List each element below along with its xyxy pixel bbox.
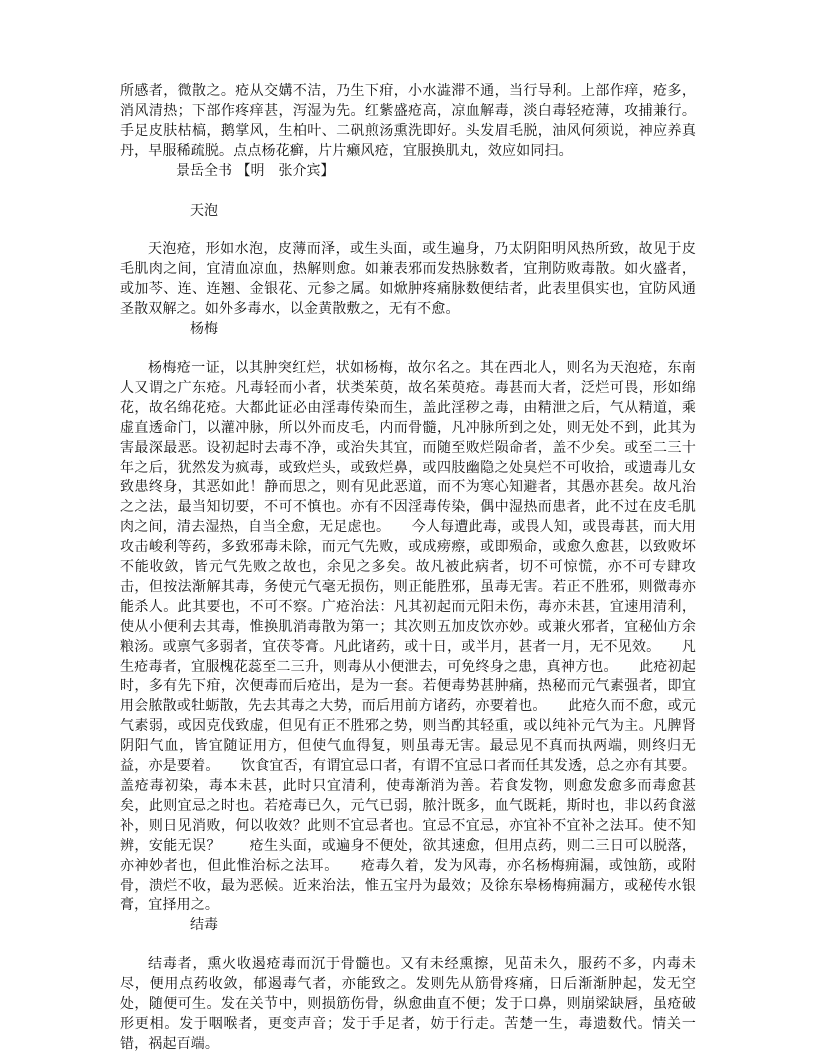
section-heading-yangmei: 杨梅 <box>190 321 218 338</box>
section-body-tianpao: 天泡疮，形如水泡，皮薄而泽，或生头面，或生遍身，乃太阴阳明风热所致，故见于皮毛肌肉之间，宜清血凉血，热解则愈。如兼表邪而发热脉数者，宜荆防败毒散。如火盛者，或加芩、连、连翘、金银花、元参之属。如焮肿疼痛脉数便结者，此表里俱实也，宜防风通圣散双解之。如外多毒水，以金黄散敷之，无有不愈。 <box>120 241 696 318</box>
section-body-yangmei: 杨梅疮一证，以其肿突红烂，状如杨梅，故尔名之。其在西北人，则名为天泡疮，东南人又谓之广东疮。凡毒轻而小者，状类茱萸，故名茱萸疮。毒甚而大者，泛烂可畏，形如绵花，故名绵花疮。大都此证必由淫毒传染而生，盖此淫秽之毒，由精泄之后，气从精道，乘虚直透命门，以灌冲脉，所以外而皮毛，内而骨髓，凡冲脉所到之处，则无处不到，此其为害最深最恶。设初起时去毒不净，或治失其宜，而随至败烂陨命者，盖不少矣。或至二三十年之后，犹然发为疯毒，或致烂头，或致烂鼻，或四肢幽隐之处臭烂不可收拾，或遗毒儿女致患终身，其恶如此！静而思之，则有见此恶道，而不为寒心知避者，其愚亦甚矣。故凡治之之法，最当知切要，不可不慎也。亦有不因淫毒传染，偶中湿热而患者，此不过在皮毛肌肉之间，清去湿热，自当全愈，无足虑也。 今人每遭此毒，或畏人知，或畏毒甚，而大用攻击峻利等药，多致邪毒未除，而元气先败，或成痨瘵，或即殒命，或愈久愈甚，以致败坏不能收敛，皆元气先败之故也，余见之多矣。故凡被此病者，切不可惊慌，亦不可专肆攻击，但按法渐解其毒，务使元气毫无损伤，则正能胜邪，虽毒无害。若正不胜邪，则微毒亦能杀人。此其要也，不可不察。广疮治法：凡其初起而元阳未伤，毒亦未甚，宜速用清利，使从小便利去其毒，惟换肌消毒散为第一；其次则五加皮饮亦妙。或兼火邪者，宜秘仙方余粮汤。或禀气多弱者，宜茯苓膏。凡此诸药，或十日，或半月，甚者一月，无不见效。 凡生疮毒者，宜服槐花蕊至二三升，则毒从小便泄去，可免终身之患，真神方也。 此疮初起时，多有先下疳，次便毒而后疮出，是为一套。若便毒势甚肿痛，热秘而元气素强者，即宜用会脓散或牡蛎散，先去其毒之大势，而后用前方诸药，亦要着也。 此疮久而不愈，或元气素弱，或因克伐致虚，但见有正不胜邪之势，则当酌其轻重，或以纯补元气为主。凡脾肾阴阳气血，皆宜随证用方，但使气血得复，则虽毒无害。最忌见不真而执两端，则终归无益，亦是要着。 饮食宜否，有谓宜忌口者，有谓不宜忌口者而任其发透，总之亦有其要。盖疮毒初染，毒本未甚，此时只宜清利，使毒渐消为善。若食发物，则愈发愈多而毒愈甚矣，此则宜忌之时也。若疮毒已久，元气已弱，脓汁既多，血气既耗，斯时也，非以药食滋补，则日见消败，何以收效？此则不宜忌者也。宜忌不宜忌，亦宜补不宜补之法耳。使不知辨，安能无误？ 疮生头面，或遍身不便处，欲其速愈，但用点药，则二三日可以脱落，亦神妙者也，但此惟治标之法耳。 疮毒久着，发为风毒，亦名杨梅痈漏，或蚀筋，或附骨，溃烂不收，最为恶候。近来治法，惟五宝丹为最效；及徐东皋杨梅痈漏方，或秘传水银膏，宜择用之。 <box>120 359 696 914</box>
section-heading-tianpao: 天泡 <box>190 202 218 219</box>
document-page <box>120 82 696 1055</box>
section-body-jiedu: 结毒者，熏火收遏疮毒而沉于骨髓也。又有未经熏擦，见苗未久，服药不多，内毒未尽，便用点药收敛，郁遏毒气者，亦能致之。发则先从筋骨疼痛，日后渐渐肿起，发无空处，随便可生。发在关节中，则损筋伤骨，纵愈曲直不便；发于口鼻，则崩梁缺唇，虽疮破形更相。发于咽喉者，更变声音；发于手足者，妨于行走。苦楚一生，毒遗数代。情关一错，祸起百端。 <box>120 956 696 1052</box>
intro-paragraph: 所感者，微散之。疮从交媾不洁，乃生下疳，小水澁滞不通，当行导利。上部作痒，疮多，消风清热；下部作疼痒甚，泻湿为先。红紫盛疮高，凉血解毒，淡白毒轻疮薄，攻捕兼行。手足皮肤枯槁，鹅掌风，生柏叶、二矾煎汤熏洗即好。头发眉毛脱，油风何须说，神应养真丹，早服稀疏脱。点点杨花癣，片片癞风疮，宜服换肌丸，效应如同扫。 <box>120 83 696 159</box>
spacer <box>120 221 696 240</box>
source-citation: 景岳全书 【明 张介宾】 <box>176 162 335 179</box>
spacer <box>120 182 696 202</box>
spacer <box>120 340 696 359</box>
spacer <box>120 936 696 955</box>
section-heading-jiedu: 结毒 <box>190 917 218 934</box>
